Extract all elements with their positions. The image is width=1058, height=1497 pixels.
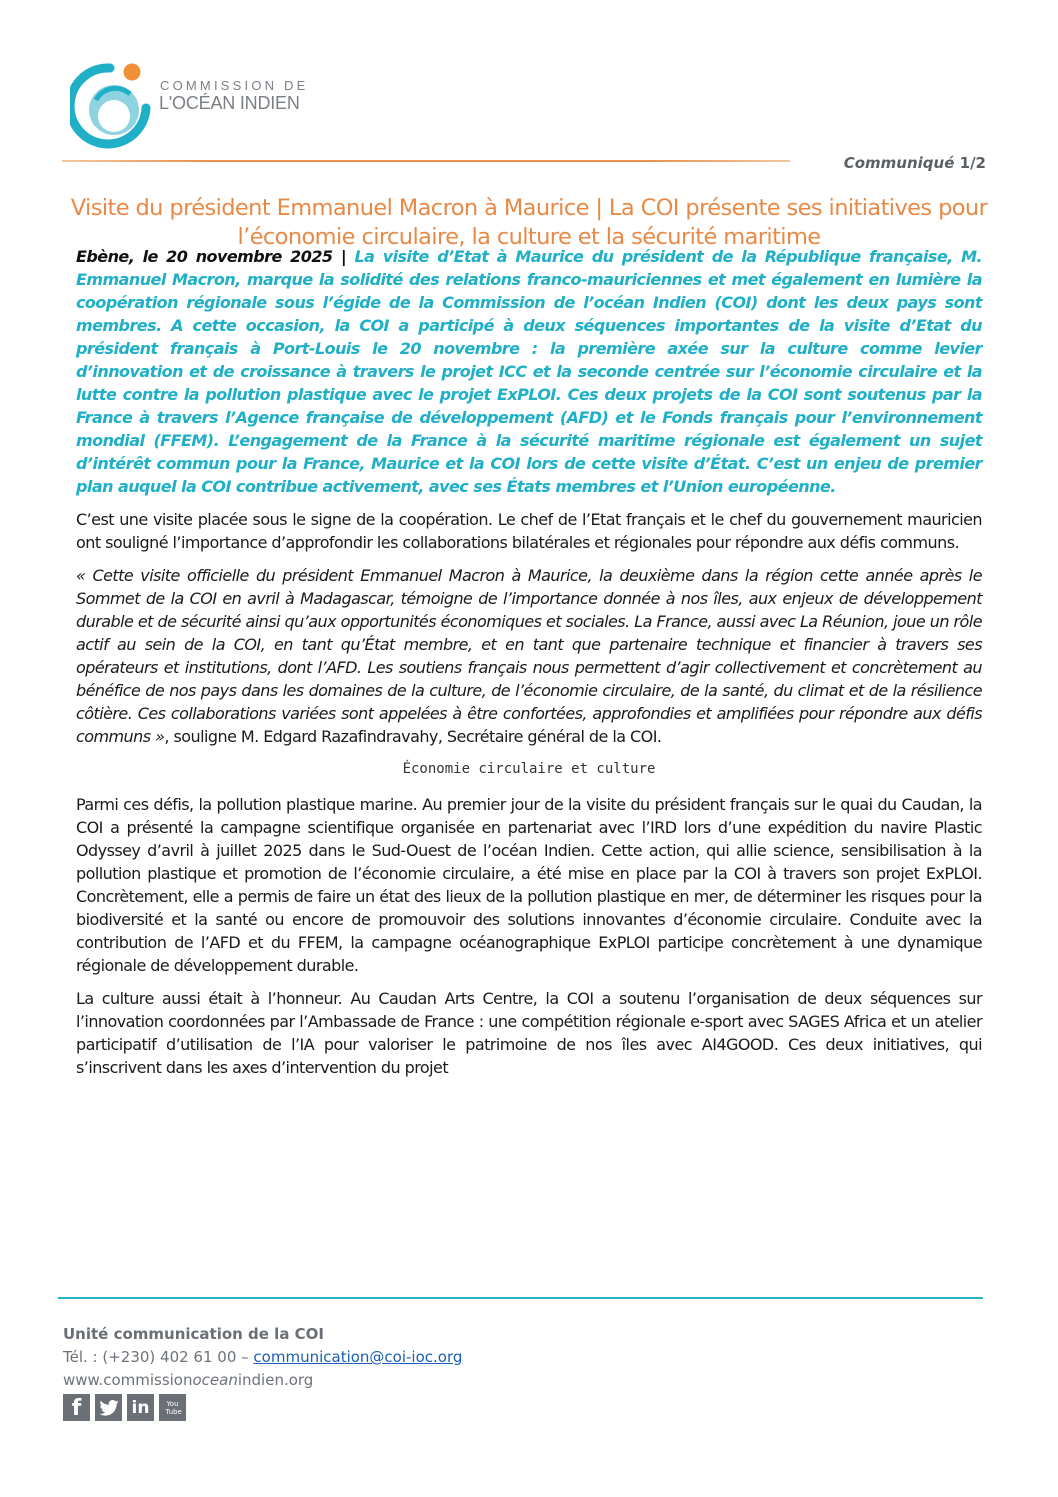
section-heading: Économie circulaire et culture [402,761,656,777]
quote-text: « Cette visite officielle du président Emmanuel Macron à Maurice, la deuxième dans la région cette année après le Sommet de la COI en avril à Madagascar, témoigne de l’importance donnée à nos îles, aux enjeux de développement durable et de sécurité ainsi qu’aux opportunités économiques et sociales. La France, aussi avec La Réunion, joue un rôle actif au sein de la COI, en tant qu’État membre, et en tant que partenaire technique et financier à travers ses opérateurs et institutions, dont l’AFD. Les soutiens français nous permettent d’agir collectivement et concrètement au bénéfice de nos pays dans les domaines de la culture, de l’économie circulaire, de la santé, du climat et de la résilience côtière. Ces collaborations variées sont appelées à être confortées, approfondies et amplifiées pour répondre aux défis communs » [76,566,982,746]
website-prefix: www.commission [63,1371,193,1389]
twitter-icon[interactable] [95,1394,122,1421]
twitter-bird-icon [99,1400,119,1416]
footer-org: Unité communication de la COI [63,1325,325,1343]
paragraph-culture: La culture aussi était à l’honneur. Au Caudan Arts Centre, la COI a soutenu l’organisation de deux séquences sur l’innovation coordonnées par l’Ambassade de France : une compétition régionale e-sport avec SAGES Africa et un atelier participatif d’utilisation de l’IA pour valoriser le patrimoine de nos îles avec AI4GOOD. Ces deux initiatives, qui s’inscrivent dans les axes d’intervention du projet [76,989,982,1077]
communique-label: Communiqué [843,154,955,172]
website-italic: ocean [192,1371,238,1389]
footer-contact [63,1323,462,1392]
website-suffix: indien.org [237,1371,314,1389]
quote-attribution: , souligne M. Edgard Razafindravahy, Secrétaire général de la COI. [164,727,662,746]
linkedin-glyph: in [131,1397,150,1418]
facebook-glyph: f [71,1396,82,1421]
youtube-glyph: You Tube [165,1399,182,1416]
email-link[interactable]: communication@coi-ioc.org [253,1348,463,1366]
youtube-icon[interactable] [159,1394,186,1421]
website-link[interactable] [63,1369,462,1392]
logo-text-line1: COMMISSION DE [160,78,309,93]
communique-page-label [844,154,986,172]
coi-logo [70,60,310,150]
lead-text: La visite d’Etat à Maurice du président de la République française, M. Emmanuel Macron, marque la solidité des relations franco-mauriciennes et met également en lumière la coopération régionale sous l’égide de la Commission de l’océan Indien (COI) dont les deux pays sont membres. A cette occasion, la COI a participé à deux séquences importantes de la visite d’Etat du président français à Port-Louis le 20 novembre : la première axée sur la culture comme levier d’innovation et de croissance à travers le projet ICC et la seconde centrée sur l’économie circulaire et la lutte contre la pollution plastique avec le projet ExPLOI. Ces deux projets de la COI sont soutenus par la France à travers l’Agence française de développement (AFD) et le Fonds français pour l’environnement mondial (FFEM). L’engagement de la France à la sécurité maritime régionale est également un sujet d’intérêt commun pour la France, Maurice et la COI lors de cette visite d’État. C’est un enjeu de premier plan auquel la COI contribue activement, avec ses États membres et l’Union européenne. [76,247,982,496]
dateline: Ebène, le 20 novembre 2025 [76,247,333,266]
paragraph-cooperation: C’est une visite placée sous le signe de la coopération. Le chef de l’Etat français et le chef du gouvernement mauricien ont souligné l’importance d’approfondir les collaborations bilatérales et régionales pour répondre aux défis communs. [76,510,982,552]
page-title: Visite du président Emmanuel Macron à Maurice | La COI présente ses initiatives pour l’économie circulaire, la culture et la sécurité maritime [70,195,988,250]
social-links [63,1394,186,1421]
footer-divider [58,1297,983,1299]
page-number: 1/2 [959,154,986,172]
footer-phone: Tél. : (+230) 402 61 00 – [63,1348,254,1366]
facebook-icon[interactable] [63,1394,90,1421]
quote-paragraph [76,564,982,748]
dateline-separator: | [332,247,355,266]
coi-logo-mark-icon [70,60,152,150]
footer-phone-line [63,1346,462,1369]
header-divider [62,160,790,162]
logo-text-line2: L'OCÉAN INDIEN [159,93,300,113]
linkedin-icon[interactable] [127,1394,154,1421]
document-body [76,245,982,1089]
paragraph-pollution: Parmi ces défis, la pollution plastique marine. Au premier jour de la visite du président français sur le quai du Caudan, la COI a présenté la campagne scientifique organisée en partenariat avec l’IRD lors d’une expédition du navire Plastic Odyssey d’avril à juillet 2025 dans le Sud-Ouest de l’océan Indien. Cette action, qui allie science, sensibilisation à la pollution plastique et promotion de l’économie circulaire, a été mise en place par la COI à travers son projet ExPLOI. Concrètement, elle a permis de faire un état des lieux de la pollution plastique en mer, de déterminer les risques pour la biodiversité et la santé ou encore de promouvoir des solutions innovantes d’économie circulaire. Conduite avec la contribution de l’AFD et du FFEM, la campagne océanographique ExPLOI participe concrètement à une dynamique régionale de développement durable. [76,795,982,975]
lead-paragraph [76,245,982,498]
